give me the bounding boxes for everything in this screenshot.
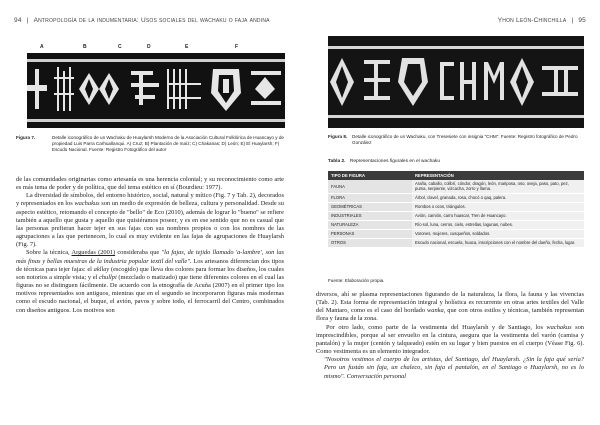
table-row: OTROS Escudo nacional, escuela, huaca, inscripciones con el nombre del dueño, fecha, lugar.	[328, 238, 584, 247]
table-row: NATURALEZA Río sol, luna, cerros, cielo, estrellas, lagunas, nubes.	[328, 220, 584, 229]
figure-letter-f: F	[235, 44, 239, 50]
right-running-head: Yhon León-Chinchilla | 95	[497, 17, 586, 24]
right-body-text	[316, 291, 584, 381]
figure-7-caption-text: Detalle iconográfico de un Wachaku de Huaylarsh Moderno de la Asociación Cultural Folklórica de Huancayo y de propiedad Luis Parra Carhuallanqui. A) Cruz; B) Plantación de maíz; C) Chakanas; D) León; E) El Huaylarsh; F) Escudo Nacional. Fuente: Registro Fotográfico del autor	[52, 135, 284, 152]
figure-letter-b: B	[83, 44, 87, 50]
woven-belt-pattern	[27, 53, 285, 128]
figure-7-label: Figura 7.	[16, 135, 36, 140]
left-body-text	[16, 176, 284, 315]
figure-7-letters	[40, 44, 280, 52]
table-2	[328, 171, 584, 248]
figure-8-image	[328, 36, 584, 128]
table-row: PERSONAS Varones, mujeres, cusqueños, soldados.	[328, 229, 584, 238]
right-page	[300, 0, 600, 425]
figure-8-label: Figura 8.	[328, 134, 348, 139]
left-running-head: 94 | Antropología de la indumentaria: Usos sociales del wachaku o faja andina	[14, 17, 270, 24]
left-paragraph-2: Sobre la técnica, Arguedas (2001) consideraba que "la fajas, de tejido llamado 'a-lambre', son las más finas y bellas muestras de la industria popular textil del valle". Los artesanos diferencian dos tipos de técnicas para tejer fajas: el akllay (escogido) que lleva dos colores para formar los diseños, los cuales son notorios a simple vista; y el chullpi (mezclado o matizado) que tiene diferentes colores en el cual las figuras no se distinguen fácilmente. De acuerdo con la etnografía de Acuña (2007) en el primer tipo los motivos representados son antiguos, mientras que en el segundo se incorporaron figuras más modernas como el escudo nacional, el buque, el avión, pavos y sobre todo, el ferrocarril del Centro, combinados con diseños antiguos. Los motivos son	[16, 249, 284, 314]
left-paragraph-1: La diversidad de símbolos, del entorno histórico, social, natural y mítico (Fig. 7 y Tab. 2), decorados y representados en los wachakus son un medio de expresión de belleza, cultura y personalidad. Desde su aspecto estético, retomando el concepto de "bello" de Eco (2010), además de lograr lo "bueno" se refiere también a aquello que gusta y aquello que quisiéramos poseer, y es en ese sentido que no es casual que las personas prefieran hacer tejer en sus fajas con sus nombres propios o con los nombres de las agrupaciones a las que pertenecen, lo cual es muy evidente en las fajas de agrupaciones de Huaylarsh (Fig. 7).	[16, 192, 284, 249]
left-continuation-paragraph: de las comunidades originarias como artesanía es una herencia colonial; y su reconocimiento como arte es más tema de poder y de política, que del tema estético en sí (Bourdieu: 1977).	[16, 176, 284, 192]
table-header-row	[328, 171, 584, 180]
figure-8-caption	[328, 134, 584, 146]
figure-8-caption-text: Detalle iconográfico de un Wachaku, con Tresesiete con insignia "CHM". Fuente: Registro fotográfico de Pedro González	[352, 134, 578, 145]
figure-letter-a: A	[40, 44, 44, 50]
figure-7-caption	[16, 135, 284, 153]
figure-7-image	[27, 53, 285, 128]
woven-belt-pattern-chm	[328, 36, 584, 128]
right-paragraph-2: Por otro lado, como parte de la vestimenta del Huaylarsh y de Santiago, los wachakus son imprescindibles, porque al ser envuelto en la cintura, asegura que la vestimenta del varón (camisa y pantalón) y la mujer (centón y talqueado) estén en su lugar y bien puestos en el cuerpo (Véase Fig. 6). Como vestimenta es un elemento integrador.	[316, 323, 584, 356]
table-row: FLORA Árbol, clavel, granada, rosa, chocó o qaq, palera.	[328, 193, 584, 202]
figure-letter-d: D	[147, 44, 151, 50]
table-row: FAUNA Araña, caballo, colibrí, cóndor, dragón, león, mariposa, oso, oveja, paso, pato, pez, puma, serpiente, vizcacha, zorro y llama.	[328, 180, 584, 194]
table-header-tipo: TIPO DE FIGURA	[328, 171, 412, 180]
figure-letter-c: C	[118, 44, 122, 50]
right-paragraph-1: diversos, ahí se plasma representaciones figurando de la naturaleza, la flora, la fauna y las vivencias (Tab. 2). Esta forma de representación integral y holística es recurrente en otras artes textiles del Valle del Mantaro, como es el caso del bordado wanka, que con otros estilos y técnicas, también representan flora y fauna de la zona.	[316, 291, 584, 323]
table-row: INDUSTRIALES Avión, camión, carro huascar, Tren de Huancayo.	[328, 211, 584, 220]
table-2-source: Fuente: Elaboración propia.	[328, 278, 385, 283]
table-2-title: Tabla 2. Representaciones figurales en el wachaku	[328, 159, 440, 164]
figure-letter-e: E	[185, 44, 189, 50]
table-row: GEOMÉTRICAS Rombos o ocos, triángulos.	[328, 202, 584, 211]
table-header-representacion: REPRESENTACIÓN	[412, 171, 584, 180]
right-quote: "Nosotros vestimos el cuerpo de los artistas, del Santiago, del Huaylarsh. ¿Sin la faja qué sería? Pero un fustán sin faja, un chaleco, sin faja el pantalón, en el Santiago o Huaylarsh, no es lo mismo". Conversación personal	[324, 356, 584, 380]
